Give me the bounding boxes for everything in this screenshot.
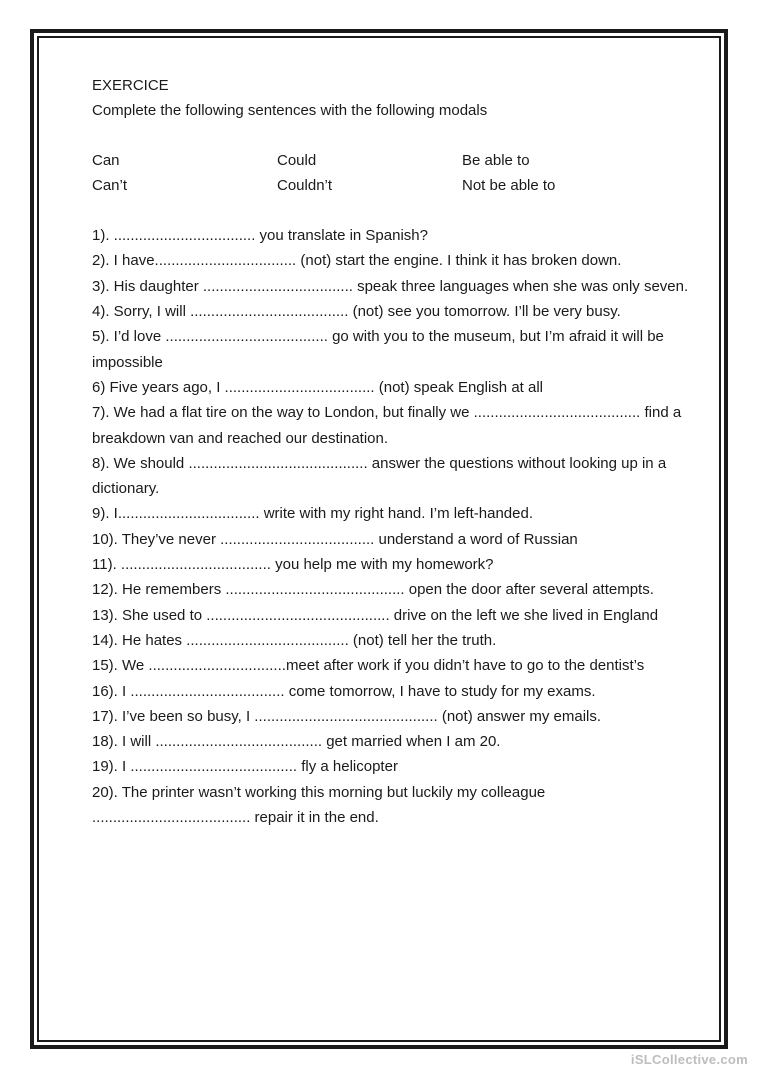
question-4: 4). Sorry, I will ...................................... (not) see you tomorrow. I’ll be very busy. [92, 303, 621, 321]
modal-be-able-to: Be able to [462, 151, 530, 169]
question-13: 13). She used to ............................................ drive on the left we she lived in England [92, 606, 659, 624]
modal-cant: Can’t [92, 176, 128, 194]
worksheet [92, 73, 702, 830]
question-list [92, 223, 702, 830]
question-2: 2). I have.................................. (not) start the engine. I think it has broken down. [92, 252, 622, 270]
question-5: 5). I’d love ....................................... go with you to the museum, but I’m afraid it will be impossible [92, 328, 664, 371]
question-20: 20). The printer wasn’t working this morning but luckily my colleague ...................................... repair it in the end. [92, 783, 546, 827]
question-16: 16). I ..................................... come tomorrow, I have to study for my exams. [92, 682, 596, 700]
question-17: 17). I’ve been so busy, I ............................................ (not) answer my emails. [92, 707, 602, 725]
question-11: 11). .................................... you help me with my homework? [92, 556, 494, 574]
question-10: 10). They’ve never ..................................... understand a word of Russian [92, 530, 578, 548]
question-15: 15). We .................................meet after work if you didn’t have to go to the dentist’s [92, 657, 645, 675]
question-19: 19). I ........................................ fly a helicopter [92, 758, 398, 776]
question-8: 8). We should ........................................... answer the questions without looking up in a dictionary. [92, 454, 667, 498]
question-3: 3). His daughter .................................... speak three languages when she was only seven. [92, 277, 689, 295]
question-12: 12). He remembers ........................................... open the door after several attempts. [92, 581, 654, 599]
question-6: 6) Five years ago, I .................................... (not) speak English at all [92, 378, 544, 396]
modal-can: Can [92, 151, 120, 169]
question-9: 9). I.................................. write with my right hand. I’m left-handed. [92, 505, 533, 523]
modal-word-bank [92, 148, 702, 199]
question-7: 7). We had a flat tire on the way to London, but finally we ........................................ find a breakdown van and reached our destination. [92, 404, 682, 447]
modal-not-be-able-to: Not be able to [462, 176, 556, 194]
question-1: 1). .................................. you translate in Spanish? [92, 227, 428, 245]
modal-couldnt: Couldn’t [277, 176, 333, 194]
site-watermark: iSLCollective.com [630, 1052, 748, 1067]
question-18: 18). I will ........................................ get married when I am 20. [92, 733, 501, 751]
exercise-instruction: Complete the following sentences with the following modals [92, 102, 488, 120]
exercise-title: EXERCICE [92, 77, 169, 94]
modal-could: Could [277, 151, 317, 169]
question-14: 14). He hates ....................................... (not) tell her the truth. [92, 631, 497, 649]
